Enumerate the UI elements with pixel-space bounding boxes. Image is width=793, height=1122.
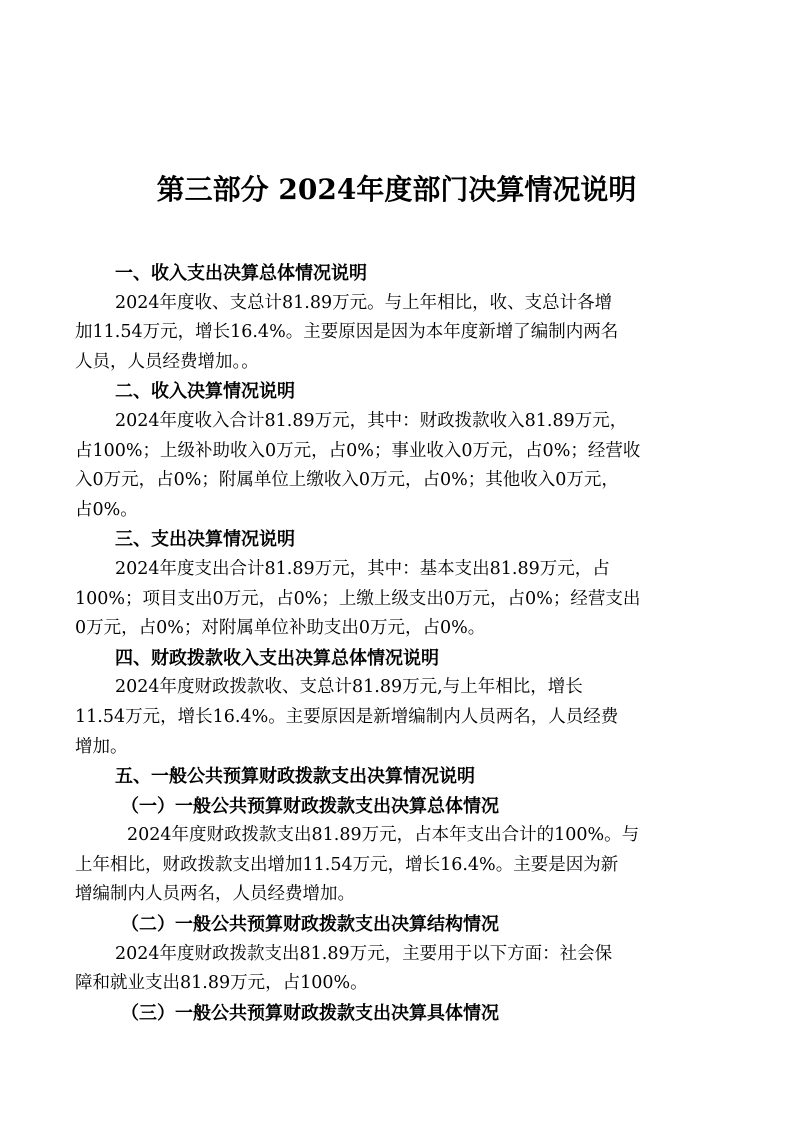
section-paragraph-expenditure xyxy=(75,555,715,644)
subsection-paragraph-structure xyxy=(75,940,715,999)
paragraph-line: 占0%。 xyxy=(75,499,138,520)
section-heading-income: 二、收入决算情况说明 xyxy=(115,381,295,403)
paragraph-line: 2024年度支出合计81.89万元，其中：基本支出81.89万元，占 xyxy=(115,558,610,579)
paragraph-line: 增编制内人员两名，人员经费增加。 xyxy=(75,884,355,905)
paragraph-line: 100%；项目支出0万元，占0%；上缴上级支出0万元，占0%；经营支出 xyxy=(75,588,641,609)
document-body xyxy=(75,259,715,1028)
subsection-heading-details: （三）一般公共预算财政拨款支出决算具体情况 xyxy=(121,1002,499,1024)
paragraph-line: 入0万元，占0%；附属单位上缴收入0万元，占0%；其他收入0万元， xyxy=(75,470,619,491)
paragraph-line: 11.54万元，增长16.4%。主要原因是新增编制内人员两名，人员经费 xyxy=(75,706,619,727)
page-title: 第三部分 2024年度部门决算情况说明 xyxy=(156,173,637,206)
paragraph-line: 上年相比，财政拨款支出增加11.54万元，增长16.4%。主要是因为新 xyxy=(75,854,619,875)
section-heading-income-expenditure-overview: 一、收入支出决算总体情况说明 xyxy=(115,263,367,284)
paragraph-line: 占100%；上级补助收入0万元，占0%；事业收入0万元，占0%；经营收 xyxy=(75,440,641,461)
paragraph-line: 0万元，占0%；对附属单位补助支出0万元，占0%。 xyxy=(75,618,486,639)
subsection-paragraph-overall xyxy=(75,821,715,910)
section-heading-expenditure: 三、支出决算情况说明 xyxy=(115,529,295,551)
section-paragraph-fiscal-appropriation-overview xyxy=(75,673,715,762)
paragraph-line: 加11.54万元，增长16.4%。主要原因是因为本年度新增了编制内两名 xyxy=(75,322,619,343)
section-paragraph-income-expenditure-overview xyxy=(75,289,715,378)
paragraph-line: 人员，人员经费增加。。 xyxy=(75,351,259,372)
paragraph-line: 2024年度财政拨款收、支总计81.89万元,与上年相比，增长 xyxy=(115,677,583,698)
section-heading-fiscal-appropriation-overview: 四、财政拨款收入支出决算总体情况说明 xyxy=(115,647,439,669)
paragraph-line: 2024年度收、支总计81.89万元。与上年相比，收、支总计各增 xyxy=(115,292,613,313)
paragraph-line: 障和就业支出81.89万元，占100%。 xyxy=(75,973,368,994)
subsection-heading-structure: （二）一般公共预算财政拨款支出决算结构情况 xyxy=(121,914,499,936)
paragraph-line: 2024年度收入合计81.89万元，其中：财政拨款收入81.89万元， xyxy=(115,410,628,431)
subsection-heading-overall: （一）一般公共预算财政拨款支出决算总体情况 xyxy=(121,795,499,817)
section-heading-general-public-budget: 五、一般公共预算财政拨款支出决算情况说明 xyxy=(115,766,475,788)
section-paragraph-income xyxy=(75,407,715,525)
paragraph-line: 增加。 xyxy=(75,736,128,757)
paragraph-line: 2024年度财政拨款支出81.89万元，占本年支出合计的100%。与 xyxy=(127,825,640,846)
paragraph-line: 2024年度财政拨款支出81.89万元，主要用于以下方面：社会保 xyxy=(115,943,613,964)
